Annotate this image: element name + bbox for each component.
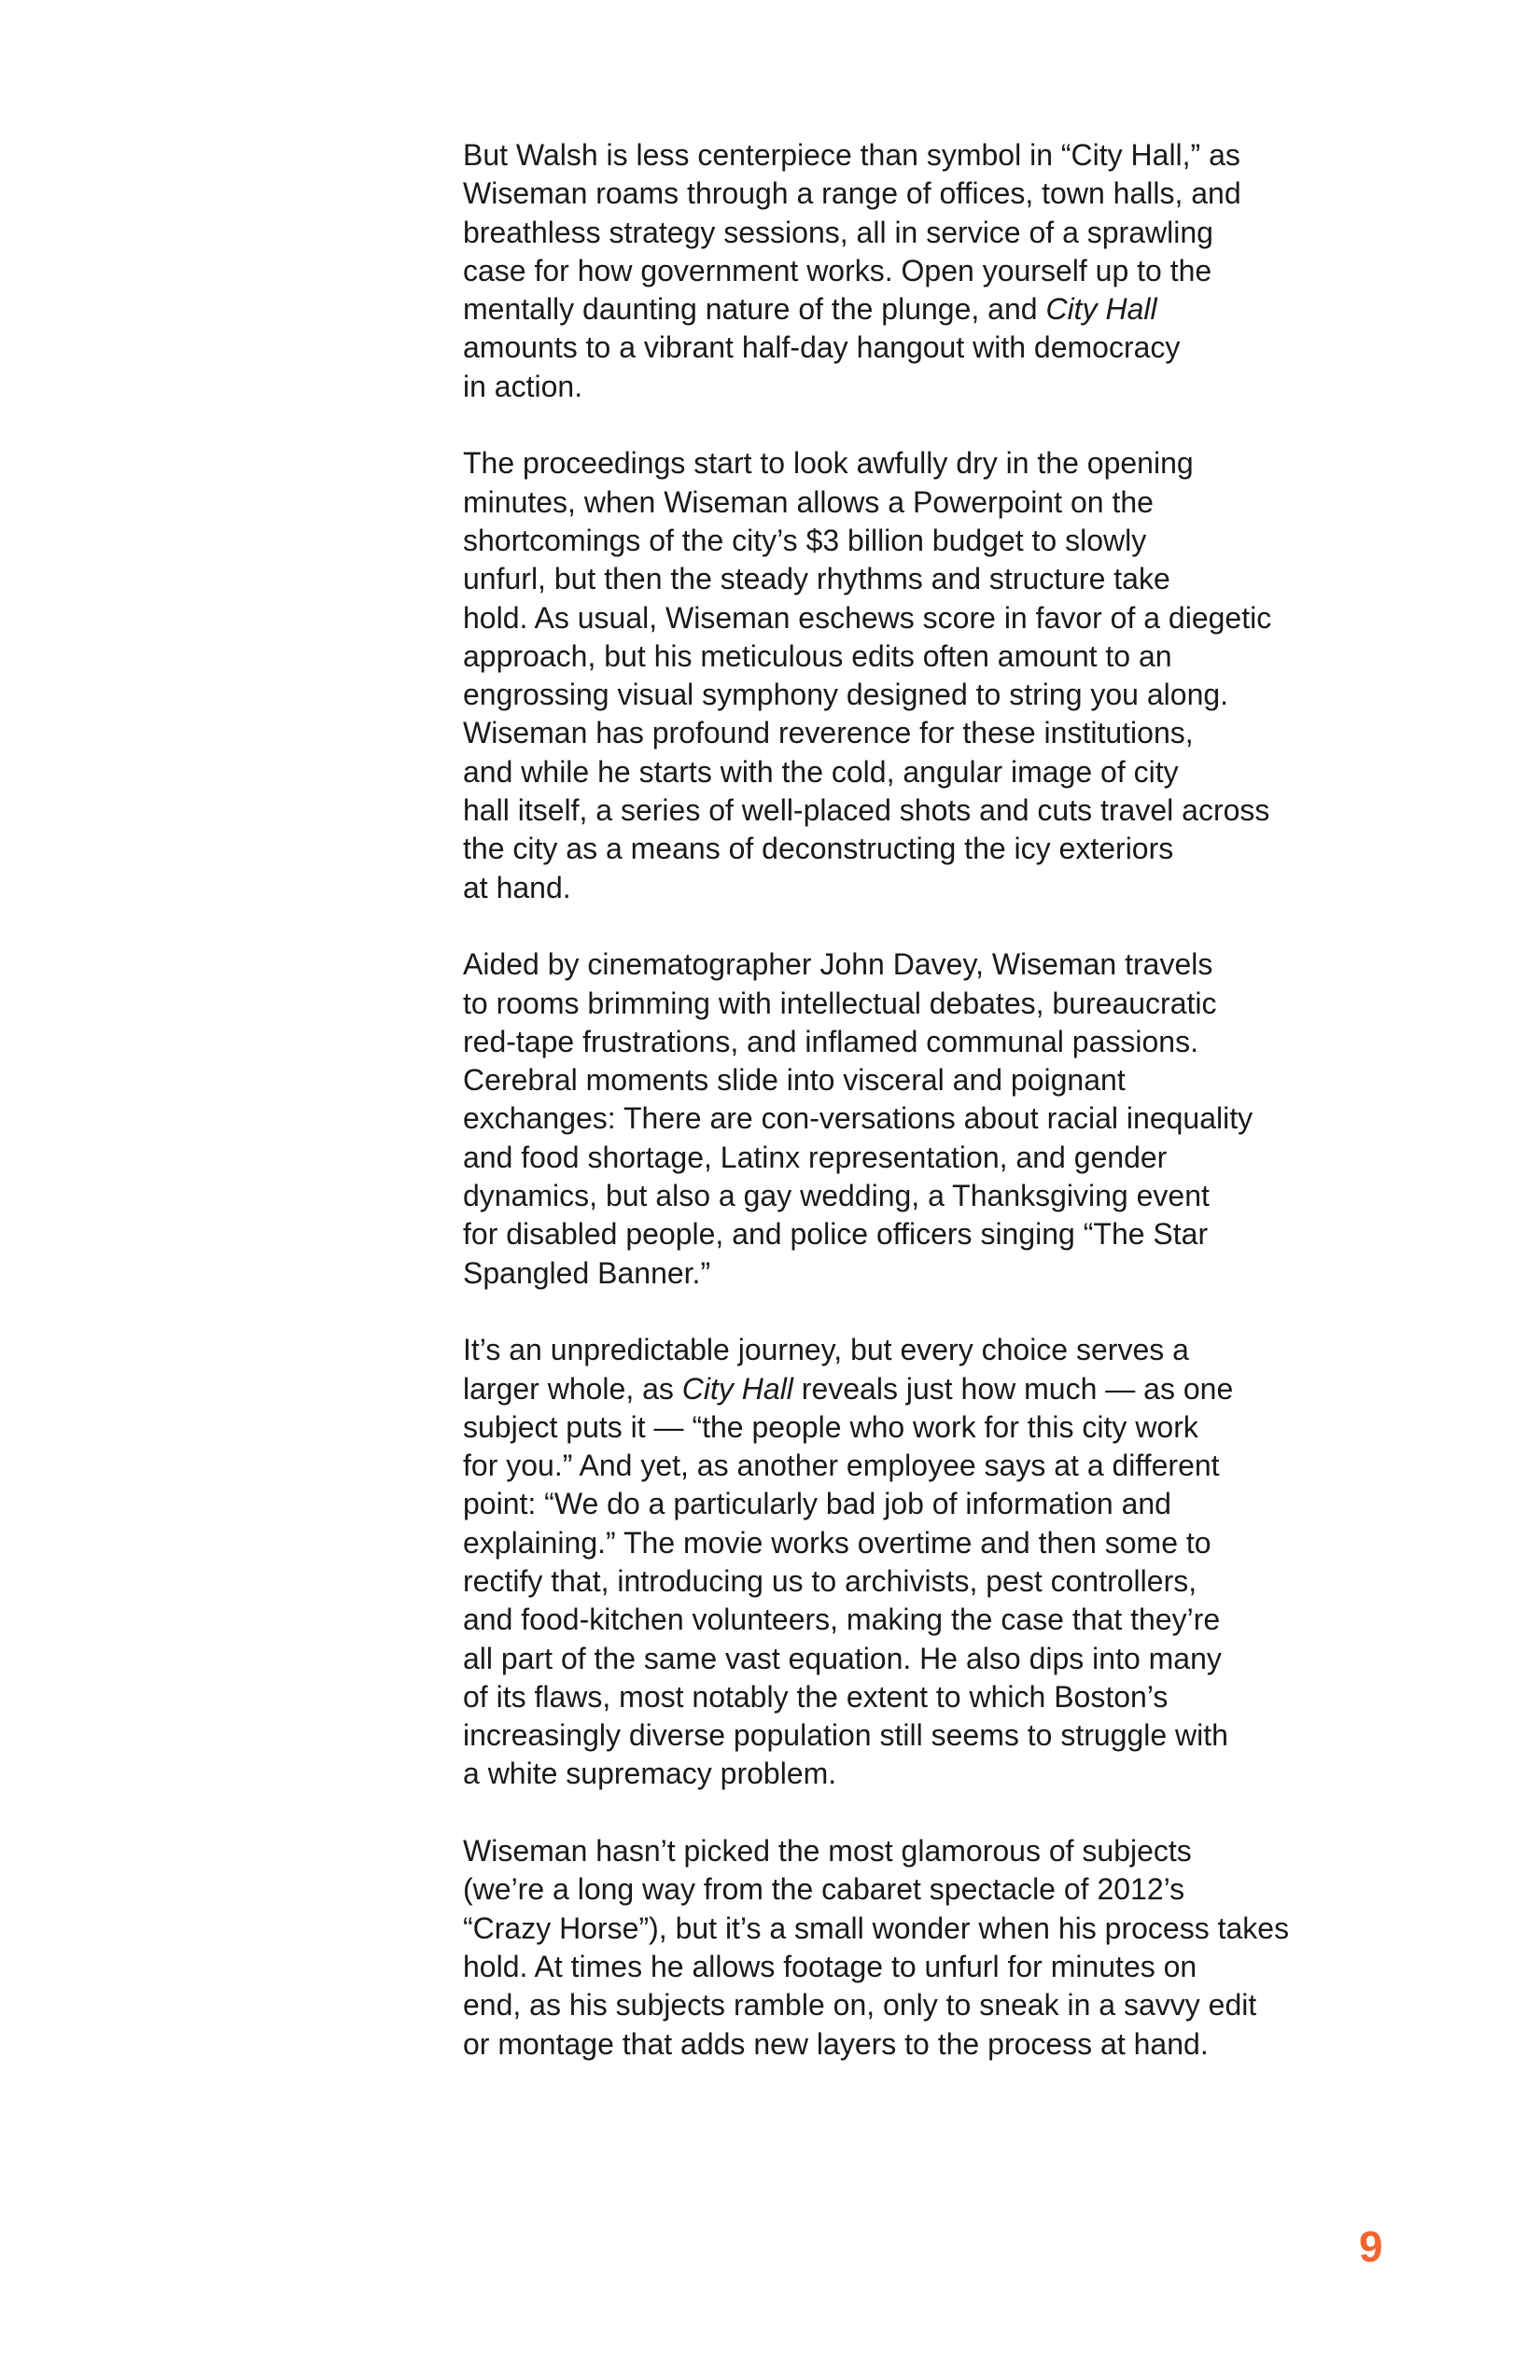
paragraph — [463, 136, 1452, 406]
text-segment: the city as a means of deconstructing the icy exteriors — [463, 832, 1174, 866]
text-segment: Spangled Banner.” — [463, 1255, 711, 1290]
text-segment: unfurl, but then the steady rhythms and structure take — [463, 562, 1170, 596]
text-line — [463, 522, 1452, 560]
text-segment: for you.” And yet, as another employee says at a different — [463, 1449, 1220, 1483]
text-line — [463, 1370, 1452, 1408]
text-line — [463, 368, 1452, 406]
text-line — [463, 676, 1452, 714]
text-segment: But Walsh is less centerpiece than symbol in “City Hall,” as — [463, 138, 1240, 172]
text-segment: or montage that adds new layers to the process at hand. — [463, 2026, 1209, 2061]
text-line — [463, 1524, 1452, 1562]
text-segment: in action. — [463, 369, 583, 403]
article-body — [463, 136, 1452, 2102]
text-line — [463, 637, 1452, 676]
text-segment: end, as his subjects ramble on, only to sneak in a savvy edit — [463, 1988, 1257, 2023]
text-segment: reveals just how much — as one — [792, 1371, 1234, 1406]
text-segment: hall itself, a series of well-placed shots and cuts travel across — [463, 793, 1270, 828]
text-line — [463, 753, 1452, 791]
text-segment: to rooms brimming with intellectual debates, bureaucratic — [463, 986, 1217, 1020]
text-line — [463, 1716, 1452, 1755]
text-line — [463, 329, 1452, 367]
text-line — [463, 1099, 1452, 1138]
text-line — [463, 1870, 1452, 1909]
text-line — [463, 1177, 1452, 1215]
text-line — [463, 1910, 1452, 1948]
text-segment: Wiseman roams through a range of offices, town halls, and — [463, 176, 1241, 211]
text-segment: dynamics, but also a gay wedding, a Thanksgiving event — [463, 1179, 1210, 1213]
text-line — [463, 175, 1452, 213]
text-segment: shortcomings of the city’s $3 billion budget to slowly — [463, 523, 1147, 557]
text-line — [463, 945, 1452, 984]
text-segment: Aided by cinematographer John Davey, Wiseman travels — [463, 947, 1213, 982]
text-line — [463, 1447, 1452, 1485]
text-line — [463, 1485, 1452, 1523]
text-line — [463, 1678, 1452, 1716]
paragraph — [463, 444, 1452, 907]
text-segment: explaining.” The movie works overtime and then some to — [463, 1525, 1211, 1560]
text-segment: hold. At times he allows footage to unfurl for minutes on — [463, 1949, 1197, 1983]
text-segment: “Crazy Horse”), but it’s a small wonder when his process takes — [463, 1911, 1290, 1945]
text-line — [463, 869, 1452, 907]
text-segment: for disabled people, and police officers singing “The Star — [463, 1217, 1209, 1252]
text-line — [463, 791, 1452, 830]
text-segment: and food-kitchen volunteers, making the case that they’re — [463, 1603, 1221, 1637]
paragraph — [463, 1331, 1452, 1794]
text-line — [463, 1023, 1452, 1061]
text-line — [463, 136, 1452, 175]
text-segment: point: “We do a particularly bad job of information and — [463, 1487, 1171, 1521]
text-segment: a white supremacy problem. — [463, 1757, 837, 1791]
italic-title: City Hall — [1045, 292, 1157, 327]
text-line — [463, 1948, 1452, 1986]
paragraph — [463, 945, 1452, 1293]
text-segment: of its flaws, most notably the extent to which Boston’s — [463, 1679, 1169, 1714]
text-segment: (we’re a long way from the cabaret spectacle of 2012’s — [463, 1872, 1185, 1907]
text-segment: Cerebral moments slide into visceral and poignant — [463, 1063, 1126, 1098]
text-line — [463, 1215, 1452, 1253]
text-line — [463, 1254, 1452, 1293]
text-line — [463, 714, 1452, 752]
text-line — [463, 1139, 1452, 1177]
italic-title: City Hall — [681, 1371, 793, 1406]
text-line — [463, 1601, 1452, 1639]
text-segment: approach, but his meticulous edits often amount to an — [463, 638, 1172, 673]
text-line — [463, 1640, 1452, 1678]
text-line — [463, 444, 1452, 483]
text-segment: at hand. — [463, 870, 571, 904]
text-segment: minutes, when Wiseman allows a Powerpoint on the — [463, 484, 1154, 519]
text-segment: The proceedings start to look awfully dry in the opening — [463, 446, 1194, 481]
text-line — [463, 985, 1452, 1023]
text-line — [463, 1755, 1452, 1793]
text-line — [463, 2025, 1452, 2064]
text-segment: all part of the same vast equation. He also dips into many — [463, 1641, 1222, 1675]
text-segment: larger whole, as — [463, 1371, 682, 1406]
text-segment: It’s an unpredictable journey, but every choice serves a — [463, 1333, 1189, 1367]
text-segment: red-tape frustrations, and inflamed communal passions. — [463, 1024, 1198, 1058]
text-segment: and food shortage, Latinx representation, and gender — [463, 1140, 1168, 1174]
text-segment: and while he starts with the cold, angular image of city — [463, 754, 1179, 789]
text-line — [463, 1061, 1452, 1099]
text-segment: case for how government works. Open yourself up to the — [463, 253, 1212, 287]
text-line — [463, 483, 1452, 522]
text-segment: Wiseman has profound reverence for these institutions, — [463, 716, 1194, 750]
text-line — [463, 599, 1452, 637]
text-segment: increasingly diverse population still seems to struggle with — [463, 1718, 1228, 1753]
text-line — [463, 1986, 1452, 2024]
text-segment: hold. As usual, Wiseman eschews score in favor of a diegetic — [463, 600, 1272, 635]
text-segment: breathless strategy sessions, all in service of a sprawling — [463, 215, 1213, 249]
text-segment: exchanges: There are con-versations about racial inequality — [463, 1101, 1253, 1136]
text-line — [463, 214, 1452, 252]
page-number: 9 — [1359, 2222, 1383, 2271]
text-line — [463, 830, 1452, 868]
text-line — [463, 1331, 1452, 1369]
text-line — [463, 560, 1452, 598]
text-line — [463, 1562, 1452, 1601]
text-segment: subject puts it — “the people who work for this city work — [463, 1409, 1198, 1444]
text-segment: engrossing visual symphony designed to string you along. — [463, 678, 1229, 712]
text-segment: Wiseman hasn’t picked the most glamorous of subjects — [463, 1834, 1192, 1869]
text-line — [463, 1408, 1452, 1447]
text-line — [463, 290, 1452, 329]
text-segment: rectify that, introducing us to archivists, pest controllers, — [463, 1563, 1197, 1598]
paragraph — [463, 1832, 1452, 2064]
text-segment: amounts to a vibrant half-day hangout with democracy — [463, 330, 1181, 365]
text-line — [463, 1832, 1452, 1870]
text-segment: mentally daunting nature of the plunge, and — [463, 292, 1046, 327]
text-line — [463, 252, 1452, 290]
